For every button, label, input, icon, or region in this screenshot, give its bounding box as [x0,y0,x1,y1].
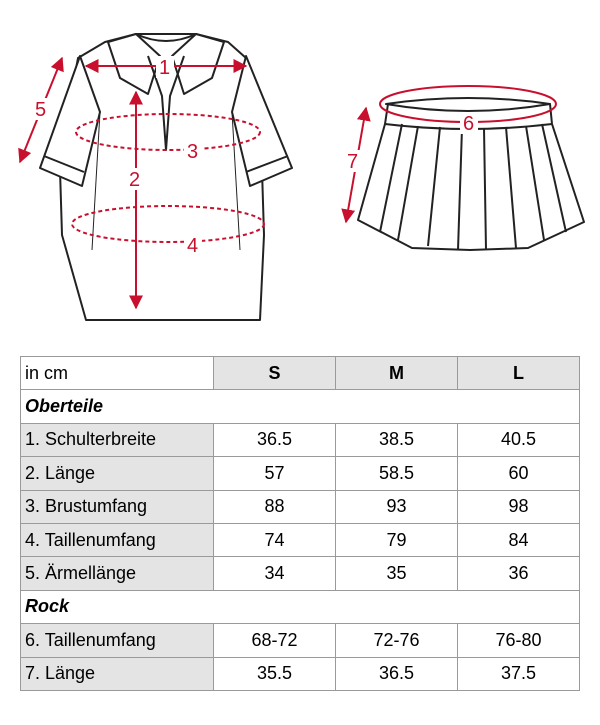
cell-value: 36 [458,557,580,590]
cell-value: 34 [214,557,336,590]
cell-value: 76-80 [458,624,580,657]
cell-value: 35 [336,557,458,590]
section-row-rock [21,590,580,623]
row-label: 6. Taillenumfang [21,624,214,657]
marker-5: 5 [35,99,47,121]
cell-value: 98 [458,490,580,523]
cell-value: 35.5 [214,657,336,690]
cell-value: 40.5 [458,423,580,456]
section-row-oberteile [21,390,580,423]
cell-value: 36.5 [214,423,336,456]
size-header-l: L [458,357,580,390]
cell-value: 60 [458,457,580,490]
cell-value: 93 [336,490,458,523]
table-row [21,490,580,523]
row-label: 4. Taillenumfang [21,523,214,556]
cell-value: 37.5 [458,657,580,690]
row-label: 1. Schulterbreite [21,423,214,456]
section-title-rock: Rock [21,590,580,623]
marker-3: 3 [187,141,199,163]
marker-1: 1 [159,57,171,79]
table-row [21,557,580,590]
row-label: 2. Länge [21,457,214,490]
size-chart-table [20,356,580,691]
table-row [21,423,580,456]
cell-value: 79 [336,523,458,556]
cell-value: 57 [214,457,336,490]
header-row [21,357,580,390]
section-title-oberteile: Oberteile [21,390,580,423]
table-row [21,657,580,690]
table-row [21,624,580,657]
row-label: 3. Brustumfang [21,490,214,523]
marker-7: 7 [347,151,359,173]
cell-value: 58.5 [336,457,458,490]
row-label: 7. Länge [21,657,214,690]
unit-label: in cm [21,357,214,390]
marker-6: 6 [463,113,475,135]
cell-value: 88 [214,490,336,523]
table-row [21,523,580,556]
cell-value: 84 [458,523,580,556]
row-label: 5. Ärmellänge [21,557,214,590]
measurement-diagram [0,0,600,340]
cell-value: 36.5 [336,657,458,690]
size-header-s: S [214,357,336,390]
marker-4: 4 [187,235,199,257]
cell-value: 38.5 [336,423,458,456]
cell-value: 74 [214,523,336,556]
size-header-m: M [336,357,458,390]
cell-value: 68-72 [214,624,336,657]
cell-value: 72-76 [336,624,458,657]
table-row [21,457,580,490]
marker-2: 2 [129,169,141,191]
